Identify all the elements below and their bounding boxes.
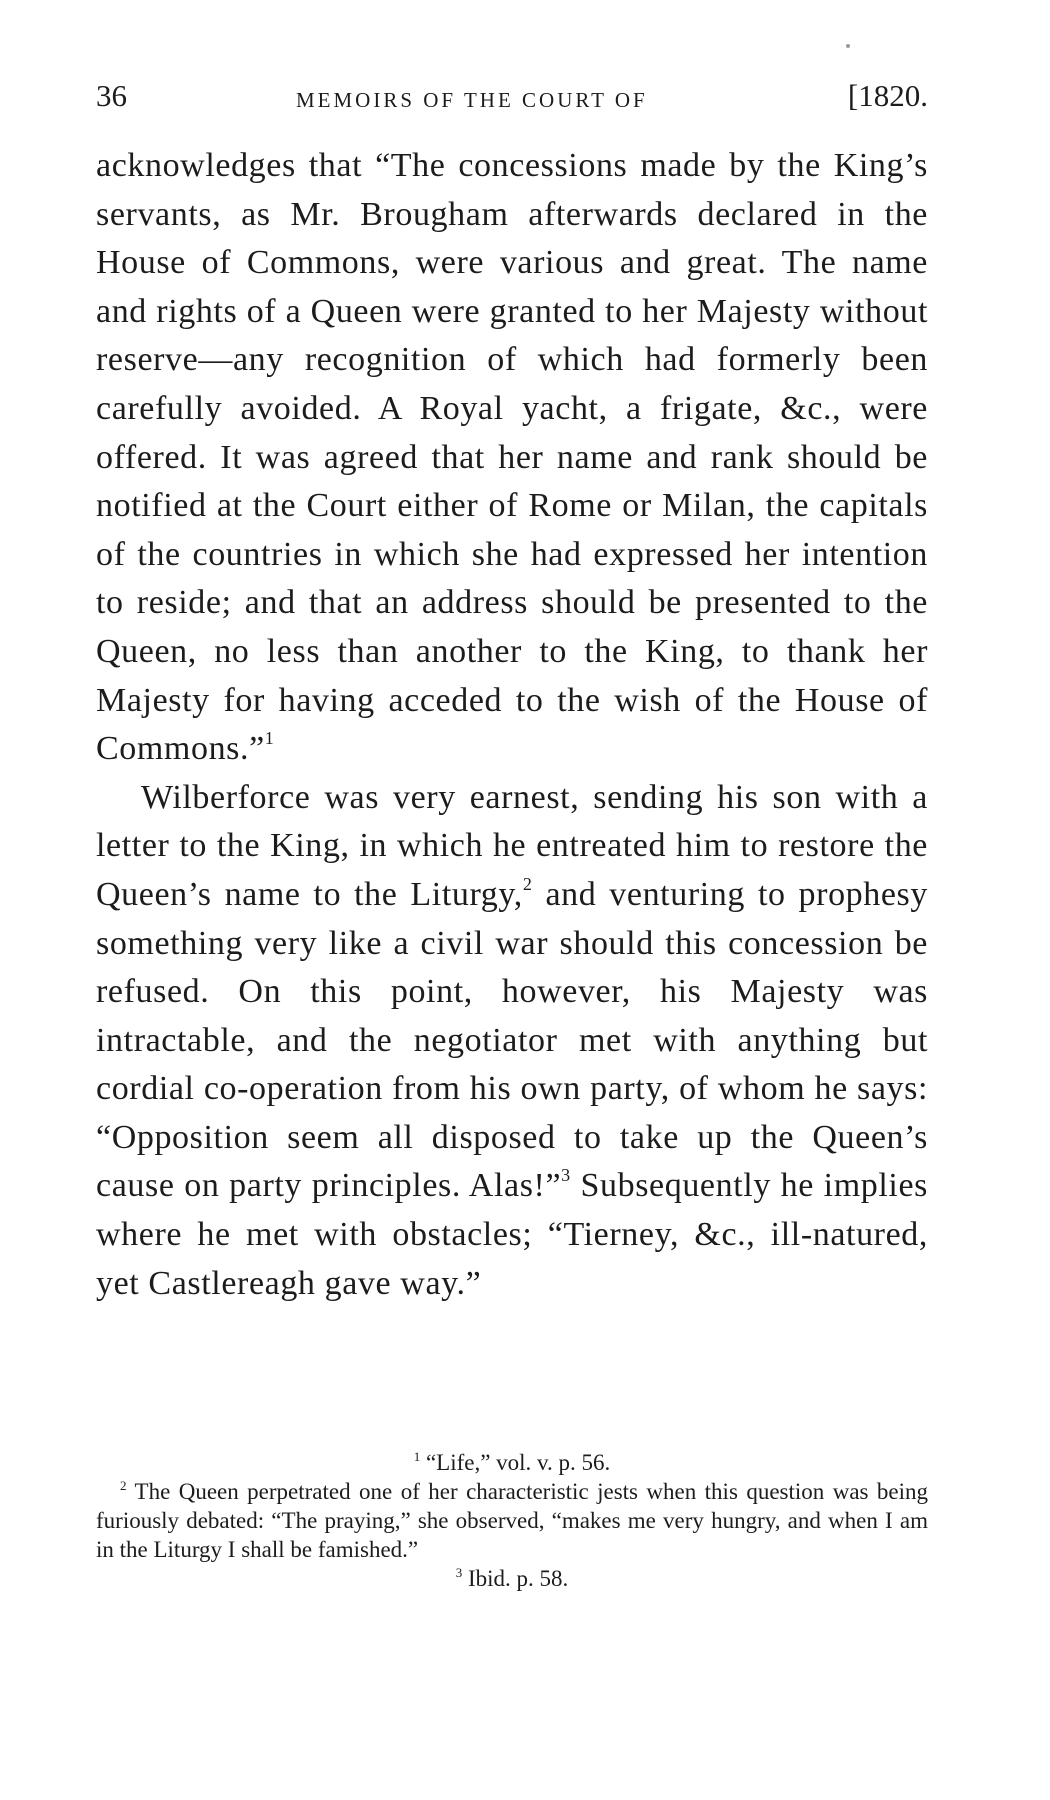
footnotes [96,1448,928,1593]
paragraph-2-text-b: and venturing to prophesy something very like a civil war should this concession be refused. On this point, however, his Majesty was intractable, and the negotiator met with anything but cordial co-operation from his own party, of whom he says: “Opposition seem all disposed to take up the Queen’s cause on party principles. Alas!” [96,875,928,1205]
page-number: 36 [96,78,127,113]
footnote-2-marker: 2 [120,1478,127,1493]
footnote-3-text: Ibid. p. 58. [467,1566,569,1591]
page-header [96,78,928,118]
paragraph-2-text-c: Subsequently he implies where he met with obstacles; “Tierney, &c., ill-natured, yet Castlereagh gave way.” [96,1167,928,1302]
header-year: [1820. [847,78,928,113]
scan-speck [846,44,850,48]
paragraph-1 [96,142,928,774]
running-title: MEMOIRS OF THE COURT OF [296,88,648,112]
footnote-1-text: “Life,” vol. v. p. 56. [425,1450,611,1475]
footnote-ref-3: 3 [561,1165,571,1186]
paragraph-2 [96,774,928,1309]
paragraph-1-text: acknowledges that “The concessions made by the King’s servants, as Mr. Brougham afterwards declared in the House of Commons, were various and great. The name and rights of a Queen were granted to her Majesty without reserve—any recognition of which had formerly been carefully avoided. A Royal yacht, a frigate, &c., were offered. It was agreed that her name and rank should be notified at the Court either of Rome or Milan, the capitals of the countries in which she had expressed her intention to reside; and that an address should be presented to the Queen, no less than another to the King, to thank her Majesty for having acceded to the wish of the House of Commons.” [96,147,928,768]
footnote-2-text: The Queen perpetrated one of her characteristic jests when this question was being furiously debated: “The praying,” she observed, “makes me very hungry, and when I am in the Liturgy I shall be famished.” [96,1479,929,1562]
footnote-1-marker: 1 [413,1449,421,1464]
footnote-3 [96,1564,928,1593]
footnote-1 [96,1448,928,1477]
footnote-ref-1: 1 [264,728,275,749]
footnote-3-marker: 3 [455,1565,463,1580]
paragraph-2-text-a: Wilberforce was very earnest, sending his son with a letter to the King, in which he entreated him to restore the Queen’s name to the Liturgy, [96,778,928,913]
footnote-ref-2: 2 [522,873,533,894]
body-text [96,142,928,1308]
footnote-2 [96,1477,928,1564]
